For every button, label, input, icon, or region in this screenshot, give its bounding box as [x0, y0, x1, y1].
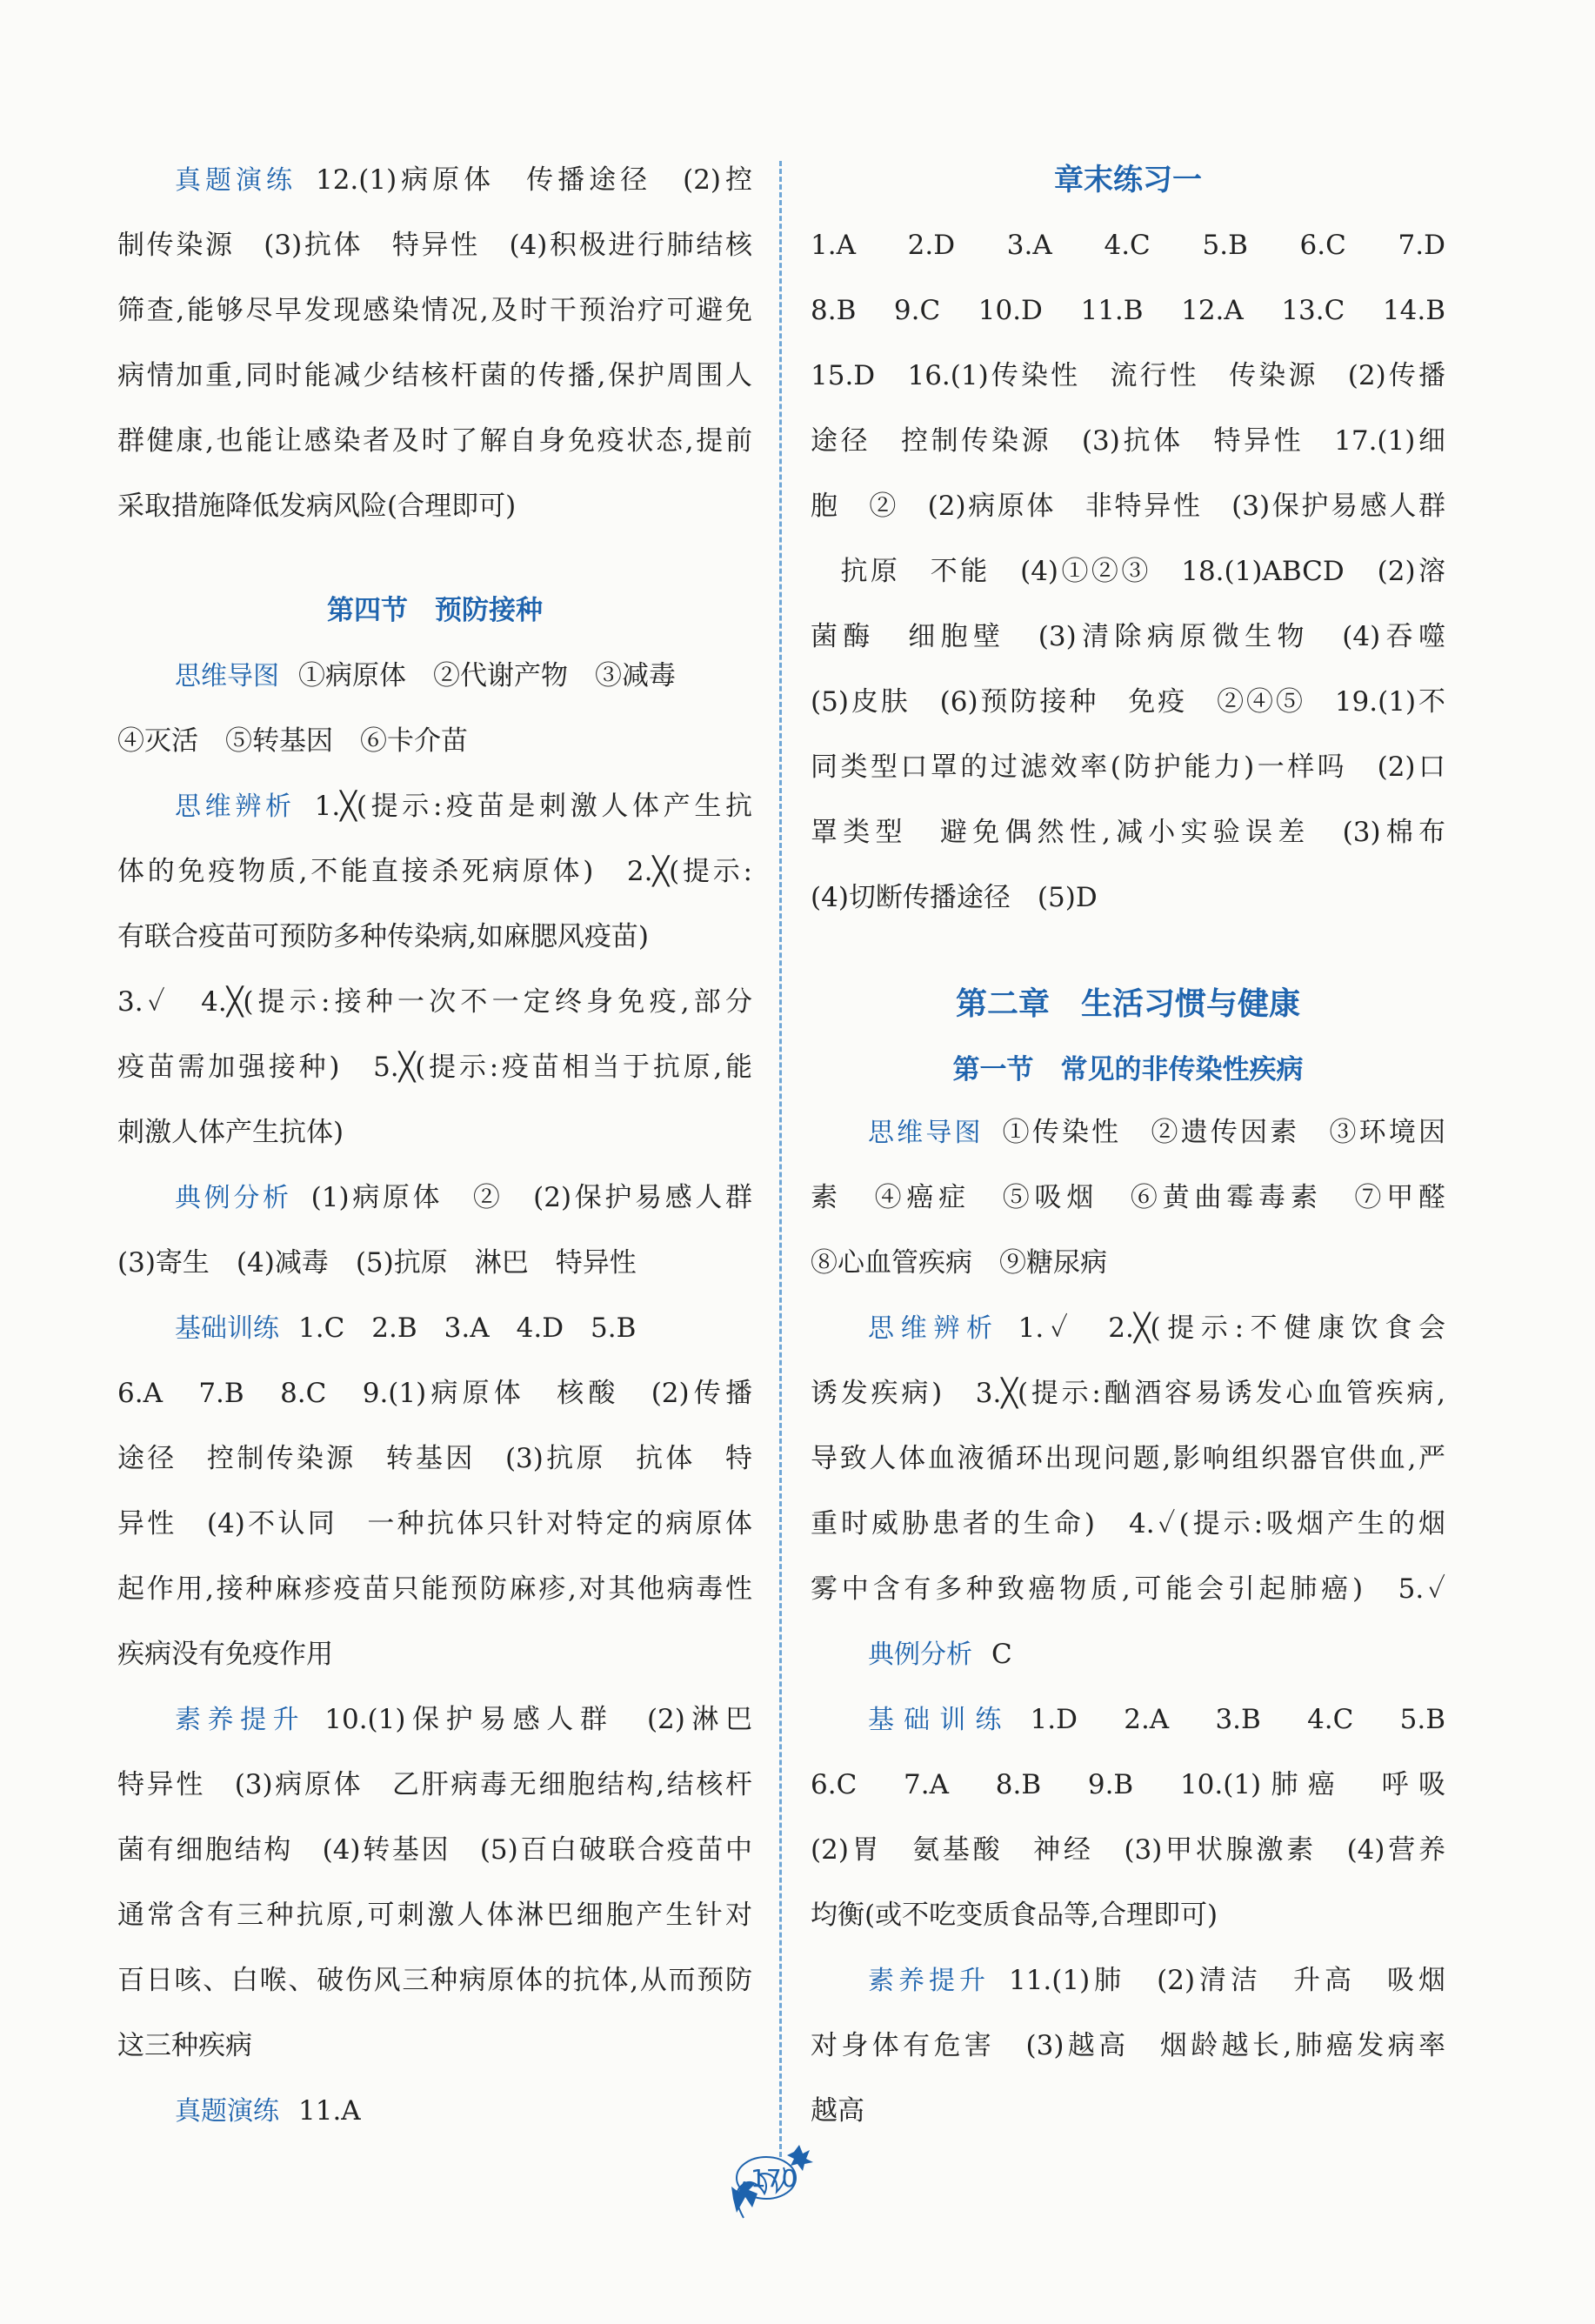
left-column — [117, 148, 752, 2144]
section-label: 真题演练 — [175, 165, 297, 196]
section-label: 基础训练 — [175, 1313, 279, 1344]
chapter-title: 第二章 生活习惯与健康 — [955, 986, 1300, 1022]
section-label: 典例分析 — [175, 1183, 292, 1213]
zhenti-yanlian-bottom: 真题演练 11.A — [175, 2095, 361, 2127]
dianli-fenxi: 典例分析 (1)病原体 ② (2)保护易感人群 (3)寄生 (4)减毒 (5)抗原 淋巴 特异性 — [117, 1182, 752, 1279]
suyang-tisheng: 素养提升 11.(1)肺 (2)清洁 升高 吸烟 对身体有危害 (3)越高 烟龄越长,肺癌发病率 越高 — [811, 1965, 1445, 2127]
jichu-xunlian: 基础训练 1.D 2.A 3.B 4.C 5.B 6.C 7.A 8.B 9.B 10.(1)肺癌 呼吸 (2)胃 氨基酸 神经 (3)甲状腺激素 (4)营养 均衡(或不吃变质食品等,合理即可) — [811, 1704, 1445, 1931]
siwei-daotu: 思维导图 ①病原体 ②代谢产物 ③减毒 ④灭活 ⑤转基因 ⑥卡介苗 — [117, 660, 676, 757]
column-divider — [779, 161, 782, 2157]
jichu-xunlian: 基础训练 1.C 2.B 3.A 4.D 5.B 6.A 7.B 8.C 9.(1)病原体 核酸 (2)传播 途径 控制传染源 转基因 (3)抗原 抗体 特 异性 (4)不认同 一种抗体只针对特定的病原体 起作用,接种麻疹疫苗只能预防麻疹,对其他病毒性 疾病没有免疫作用 — [117, 1312, 752, 1670]
section-label: 思维导图 — [868, 1118, 984, 1148]
section-label: 思维导图 — [175, 661, 279, 691]
section-label: 素养提升 — [868, 1966, 990, 1996]
section-label: 真题演练 — [175, 2096, 279, 2127]
section-title: 第一节 常见的非传染性疾病 — [952, 1054, 1304, 1085]
chapter-exercise-title: 章末练习一 — [1054, 163, 1202, 197]
zhangmo-lianxi: 1.A 2.D 3.A 4.C 5.B 6.C 7.D 8.B 9.C 10.D 11.B 12.A 13.C 14.B 15.D 16.(1)传染性 流行性 传染源 (2)传播 途径 控制传染源 (3)抗体 特异性 17.(1)细 胞 ② (2)病原体 非特异性 (3)保护易感人群 抗原 不能 (4)①②③ 18.(1)ABCD (2)溶 菌酶 细胞壁 (3)清除病原微生物 (4)吞噬 (5)皮肤 (6)预防接种 免疫 ②④⑤ 19.(1)不 同类型口罩的过滤效率(防护能力)一样吗 (2)口 罩类型 避免偶然性,减小实验误差 (3)棉布 (4)切断传播途径 (5)D — [811, 230, 1445, 913]
section-label: 素养提升 — [175, 1705, 306, 1735]
section-title: 第四节 预防接种 — [327, 595, 543, 626]
page-number: 170 — [751, 2164, 798, 2193]
page-number-badge — [726, 2141, 822, 2220]
suyang-tisheng: 素养提升 10.(1)保护易感人群 (2)淋巴 特异性 (3)病原体 乙肝病毒无细胞结构,结核杆 菌有细胞结构 (4)转基因 (5)百白破联合疫苗中 通常含有三种抗原,可刺激人体淋巴细胞产生针对 百日咳、白喉、破伤风三种病原体的抗体,从而预防 这三种疾病 — [117, 1704, 752, 2061]
section-label: 基础训练 — [868, 1705, 1011, 1735]
siwei-bianxi: 思维辨析 1.╳(提示:疫苗是刺激人体产生抗 体的免疫物质,不能直接杀死病原体) 2.╳(提示: 有联合疫苗可预防多种传染病,如麻腮风疫苗) 3.✓ 4.╳(提示:接种一次不一定终身免疫,部分 疫苗需加强接种) 5.╳(提示:疫苗相当于抗原,能 刺激人体产生抗体) — [117, 791, 752, 1148]
dianli-fenxi: 典例分析 C — [868, 1639, 1012, 1670]
siwei-daotu: 思维导图 ①传染性 ②遗传因素 ③环境因 素 ④癌症 ⑤吸烟 ⑥黄曲霉毒素 ⑦甲醛 ⑧心血管疾病 ⑨糖尿病 — [811, 1117, 1445, 1279]
right-column — [811, 148, 1445, 2144]
zhenti-yanlian-top: 真题演练 12.(1)病原体 传播途径 (2)控 制传染源 (3)抗体 特异性 (4)积极进行肺结核 筛查,能够尽早发现感染情况,及时干预治疗可避免 病情加重,同时能减少结核杆菌的传播,保护周围人 群健康,也能让感染者及时了解自身免疫状态,提前 采取措施降低发病风险(合理即可) — [117, 164, 752, 522]
siwei-bianxi: 思维辨析 1.✓ 2.╳(提示:不健康饮食会 诱发疾病) 3.╳(提示:酗酒容易诱发心血管疾病, 导致人体血液循环出现问题,影响组织器官供血,严 重时威胁患者的生命) 4.✓(提示:吸烟产生的烟 雾中含有多种致癌物质,可能会引起肺癌) 5.✓ — [811, 1312, 1445, 1605]
section-label: 典例分析 — [868, 1639, 972, 1670]
section-label: 思维辨析 — [868, 1313, 999, 1344]
section-label: 思维辨析 — [175, 791, 296, 822]
